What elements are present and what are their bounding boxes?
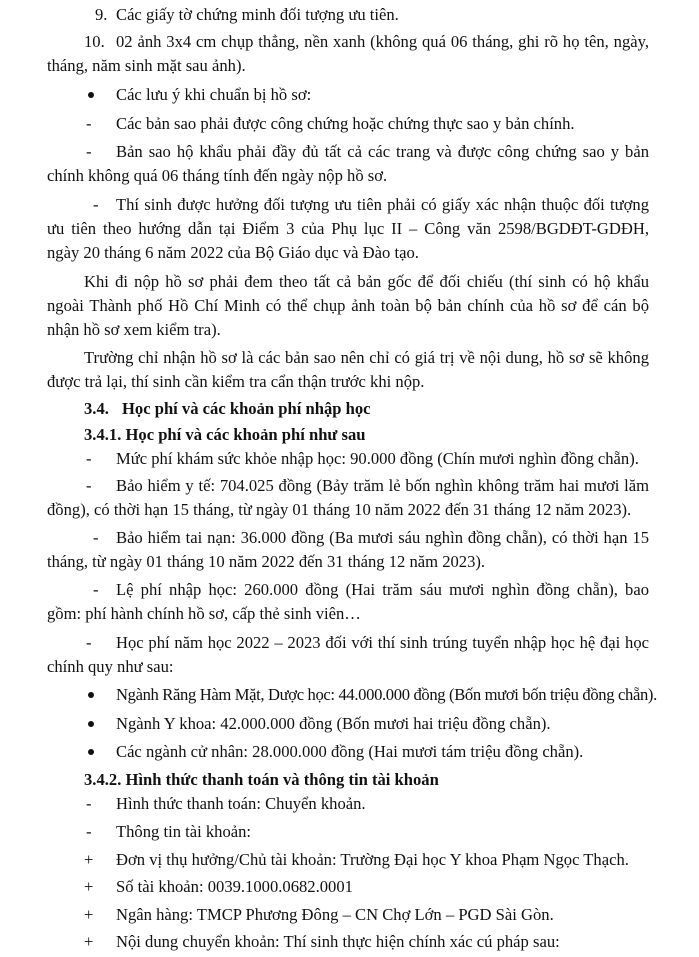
doc-line bbox=[0, 240, 699, 266]
subsection-title: 3.4.1. Học phí và các khoản phí như sau bbox=[84, 425, 366, 444]
list-item-text: gồm: phí hành chính hồ sơ, cấp thẻ sinh viên… bbox=[47, 604, 361, 623]
dash-marker: - bbox=[93, 195, 99, 214]
paragraph-text: nhận hồ sơ xem kiểm tra). bbox=[47, 320, 221, 339]
doc-line bbox=[0, 473, 699, 499]
list-item-text: tháng, năm sinh mặt sau ảnh). bbox=[47, 56, 246, 75]
paragraph-text: ngoài Thành phố Hồ Chí Minh có thể chụp ảnh toàn bộ bản chính của hồ sơ để cán bộ bbox=[47, 296, 649, 315]
list-item-text: Bảo hiểm tai nạn: 36.000 đồng (Ba mươi sáu nghìn đồng chẵn), có thời hạn 15 bbox=[116, 528, 649, 547]
subsection-heading bbox=[0, 422, 699, 448]
section-title: Học phí và các khoản phí nhập học bbox=[122, 399, 371, 418]
doc-line bbox=[0, 902, 699, 928]
doc-line bbox=[0, 192, 699, 218]
doc-line bbox=[0, 630, 699, 656]
doc-line bbox=[0, 163, 699, 189]
doc-line bbox=[0, 139, 699, 165]
list-item-text: chính không quá 06 tháng tính đến ngày nộp hồ sơ. bbox=[47, 166, 388, 185]
list-item-text: Bản sao hộ khẩu phải đầy đủ tất cả các trang và được công chứng sao y bản bbox=[116, 142, 649, 161]
tuition-item: Ngành Răng Hàm Mặt, Dược học: 44.000.000 đồng (Bốn mươi bốn triệu đồng chẵn). bbox=[116, 685, 657, 704]
doc-line bbox=[0, 654, 699, 680]
doc-line bbox=[0, 369, 699, 395]
doc-line bbox=[0, 682, 699, 708]
plus-marker: + bbox=[84, 905, 94, 924]
paragraph-text: Khi đi nộp hồ sơ phải đem theo tất cả bản gốc để đối chiếu (thí sinh có hộ khẩu bbox=[84, 272, 649, 291]
list-item-text: ngày 20 tháng 6 năm 2022 của Bộ Giáo dục và Đào tạo. bbox=[47, 243, 419, 262]
dash-marker: - bbox=[86, 476, 92, 495]
dash-marker: - bbox=[93, 580, 99, 599]
doc-line bbox=[0, 82, 699, 108]
doc-line bbox=[0, 111, 699, 137]
bullet-icon bbox=[88, 721, 94, 727]
doc-line bbox=[0, 53, 699, 79]
doc-line bbox=[0, 819, 699, 845]
list-item-text: 02 ảnh 3x4 cm chụp thẳng, nền xanh (không quá 06 tháng, ghi rõ họ tên, ngày, bbox=[116, 32, 649, 51]
list-item-text: tháng, từ ngày 01 tháng 10 năm 2022 đến 31 tháng 12 năm 2023). bbox=[47, 552, 486, 571]
dash-marker: - bbox=[86, 142, 92, 161]
list-item-text: Mức phí khám sức khỏe nhập học: 90.000 đồng (Chín mươi nghìn đồng chẵn). bbox=[116, 449, 639, 468]
subsection-title: 3.4.2. Hình thức thanh toán và thông tin tài khoản bbox=[84, 770, 439, 789]
paragraph-text: Trường chỉ nhận hồ sơ là các bản sao nên chỉ có giá trị về nội dung, hồ sơ sẽ không bbox=[84, 348, 649, 367]
list-number: 9. bbox=[95, 5, 108, 24]
list-item-text: chính quy như sau: bbox=[47, 657, 174, 676]
doc-line bbox=[0, 293, 699, 319]
doc-line bbox=[0, 269, 699, 295]
doc-line bbox=[0, 601, 699, 627]
account-info-item: Đơn vị thụ hưởng/Chủ tài khoản: Trường Đại học Y khoa Phạm Ngọc Thạch. bbox=[116, 850, 629, 869]
subsection-heading bbox=[0, 767, 699, 793]
dash-marker: - bbox=[86, 114, 92, 133]
bullet-icon bbox=[88, 92, 94, 98]
dash-marker: - bbox=[86, 449, 92, 468]
doc-line bbox=[0, 549, 699, 575]
doc-line bbox=[0, 216, 699, 242]
doc-line bbox=[0, 874, 699, 900]
list-item-text: Các bản sao phải được công chứng hoặc chứng thực sao y bản chính. bbox=[116, 114, 575, 133]
doc-line bbox=[0, 525, 699, 551]
section-note-heading: Các lưu ý khi chuẩn bị hồ sơ: bbox=[116, 85, 312, 104]
doc-line bbox=[0, 711, 699, 737]
list-item-text: Thông tin tài khoản: bbox=[116, 822, 252, 841]
list-item-text: Thí sinh được hưởng đối tượng ưu tiên phải có giấy xác nhận thuộc đối tượng bbox=[116, 195, 649, 214]
plus-marker: + bbox=[84, 932, 94, 951]
doc-line bbox=[0, 929, 699, 955]
account-info-item: Ngân hàng: TMCP Phương Đông – CN Chợ Lớn – PGD Sài Gòn. bbox=[116, 905, 554, 924]
account-info-item: Số tài khoản: 0039.1000.0682.0001 bbox=[116, 877, 353, 896]
section-heading bbox=[0, 396, 699, 422]
plus-marker: + bbox=[84, 877, 94, 896]
tuition-item: Các ngành cử nhân: 28.000.000 đồng (Hai mươi tám triệu đồng chẵn). bbox=[116, 742, 584, 761]
list-item-text: Bảo hiểm y tế: 704.025 đồng (Bảy trăm lẻ bốn nghìn không trăm hai mươi lăm bbox=[116, 476, 649, 495]
doc-line bbox=[0, 791, 699, 817]
doc-line bbox=[0, 847, 699, 873]
doc-line bbox=[0, 739, 699, 765]
dash-marker: - bbox=[86, 822, 92, 841]
doc-line bbox=[0, 446, 699, 472]
list-item-text: ưu tiên theo hướng dẫn tại Điểm 3 của Phụ lục II – Công văn 2598/BGDĐT-GDĐH, bbox=[47, 219, 649, 238]
plus-marker: + bbox=[84, 850, 94, 869]
account-info-item: Nội dung chuyển khoản: Thí sinh thực hiện chính xác cú pháp sau: bbox=[116, 932, 560, 951]
bullet-icon bbox=[88, 749, 94, 755]
dash-marker: - bbox=[86, 794, 92, 813]
doc-line bbox=[0, 577, 699, 603]
paragraph-text: được trả lại, thí sinh cần kiểm tra cẩn thận trước khi nộp. bbox=[47, 372, 425, 391]
list-item-text: Các giấy tờ chứng minh đối tượng ưu tiên. bbox=[116, 5, 399, 24]
list-item-text: Hình thức thanh toán: Chuyển khoản. bbox=[116, 794, 366, 813]
section-number: 3.4. bbox=[84, 399, 109, 418]
list-number: 10. bbox=[84, 32, 105, 51]
doc-line bbox=[0, 2, 699, 28]
doc-line bbox=[0, 345, 699, 371]
bullet-icon bbox=[88, 692, 94, 698]
dash-marker: - bbox=[93, 528, 99, 547]
dash-marker: - bbox=[86, 633, 92, 652]
tuition-item: Ngành Y khoa: 42.000.000 đồng (Bốn mươi hai triệu đồng chẵn). bbox=[116, 714, 551, 733]
doc-line bbox=[0, 497, 699, 523]
list-item-text: Lệ phí nhập học: 260.000 đồng (Hai trăm sáu mươi nghìn đồng chẵn), bao bbox=[116, 580, 649, 599]
doc-line bbox=[0, 317, 699, 343]
list-item-text: Học phí năm học 2022 – 2023 đối với thí sinh trúng tuyển nhập học hệ đại học bbox=[116, 633, 649, 652]
doc-line bbox=[0, 29, 699, 55]
list-item-text: đồng), có thời hạn 15 tháng, từ ngày 01 tháng 10 năm 2022 đến 31 tháng 12 năm 2023). bbox=[47, 500, 632, 519]
